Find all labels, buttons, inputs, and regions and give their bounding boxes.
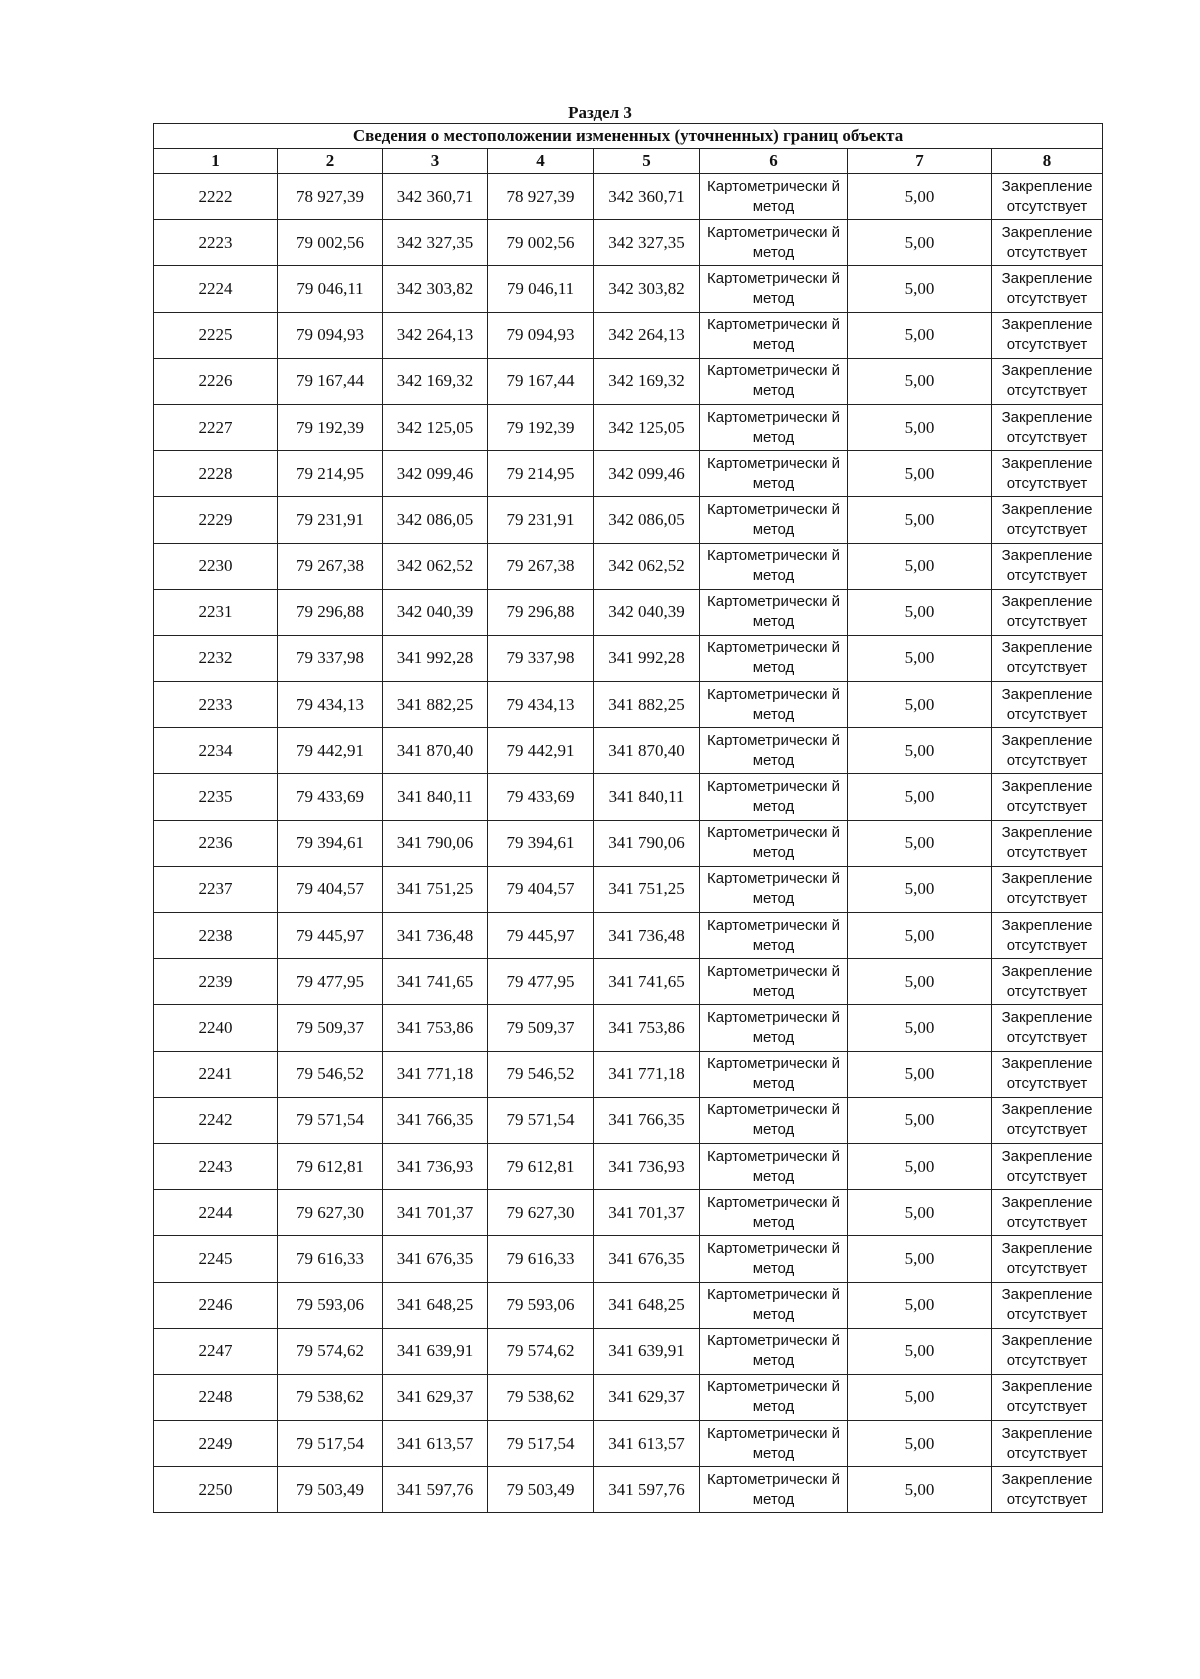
- refined-x-cell: 79 616,33: [488, 1236, 594, 1282]
- table-row: [154, 404, 1103, 450]
- refined-y-cell: 341 648,25: [594, 1282, 700, 1328]
- refined-y-cell: 342 169,32: [594, 358, 700, 404]
- table-caption: Сведения о местоположении измененных (уточненных) границ объекта: [154, 124, 1103, 149]
- table-row: [154, 1190, 1103, 1236]
- refined-y-cell: 341 741,65: [594, 959, 700, 1005]
- table-row: [154, 913, 1103, 959]
- refined-y-cell: 341 639,91: [594, 1328, 700, 1374]
- fixing-cell: Закрепление отсутствует: [992, 358, 1103, 404]
- refined-y-cell: 341 736,48: [594, 913, 700, 959]
- method-cell: Картометрически й метод: [700, 543, 848, 589]
- point-number-cell: 2236: [154, 820, 278, 866]
- refined-y-cell: 341 992,28: [594, 635, 700, 681]
- fixing-cell: Закрепление отсутствует: [992, 266, 1103, 312]
- method-cell: Картометрически й метод: [700, 1097, 848, 1143]
- refined-y-cell: 341 751,25: [594, 866, 700, 912]
- refined-x-cell: 79 593,06: [488, 1282, 594, 1328]
- existing-x-cell: 79 394,61: [278, 820, 383, 866]
- existing-y-cell: 341 639,91: [383, 1328, 488, 1374]
- fixing-cell: Закрепление отсутствует: [992, 1097, 1103, 1143]
- point-number-cell: 2230: [154, 543, 278, 589]
- existing-x-cell: 79 442,91: [278, 728, 383, 774]
- existing-y-cell: 342 360,71: [383, 174, 488, 220]
- fixing-cell: Закрепление отсутствует: [992, 451, 1103, 497]
- boundary-coordinates-table: [153, 123, 1103, 1513]
- method-cell: Картометрически й метод: [700, 1467, 848, 1513]
- existing-x-cell: 79 517,54: [278, 1421, 383, 1467]
- accuracy-cell: 5,00: [848, 404, 992, 450]
- existing-x-cell: 79 296,88: [278, 589, 383, 635]
- table-row: [154, 682, 1103, 728]
- point-number-cell: 2239: [154, 959, 278, 1005]
- accuracy-cell: 5,00: [848, 266, 992, 312]
- method-cell: Картометрически й метод: [700, 404, 848, 450]
- accuracy-cell: 5,00: [848, 1467, 992, 1513]
- existing-x-cell: 79 616,33: [278, 1236, 383, 1282]
- refined-x-cell: 79 477,95: [488, 959, 594, 1005]
- fixing-cell: Закрепление отсутствует: [992, 820, 1103, 866]
- existing-y-cell: 341 701,37: [383, 1190, 488, 1236]
- existing-y-cell: 341 751,25: [383, 866, 488, 912]
- existing-x-cell: 79 404,57: [278, 866, 383, 912]
- fixing-cell: Закрепление отсутствует: [992, 682, 1103, 728]
- fixing-cell: Закрепление отсутствует: [992, 589, 1103, 635]
- refined-x-cell: 79 612,81: [488, 1143, 594, 1189]
- point-number-cell: 2235: [154, 774, 278, 820]
- refined-x-cell: 79 627,30: [488, 1190, 594, 1236]
- accuracy-cell: 5,00: [848, 682, 992, 728]
- accuracy-cell: 5,00: [848, 1236, 992, 1282]
- point-number-cell: 2247: [154, 1328, 278, 1374]
- refined-x-cell: 79 167,44: [488, 358, 594, 404]
- existing-y-cell: 342 169,32: [383, 358, 488, 404]
- refined-y-cell: 341 790,06: [594, 820, 700, 866]
- fixing-cell: Закрепление отсутствует: [992, 1143, 1103, 1189]
- existing-y-cell: 341 736,48: [383, 913, 488, 959]
- existing-x-cell: 79 627,30: [278, 1190, 383, 1236]
- table-row: [154, 820, 1103, 866]
- method-cell: Картометрически й метод: [700, 1282, 848, 1328]
- existing-x-cell: 79 167,44: [278, 358, 383, 404]
- refined-x-cell: 79 296,88: [488, 589, 594, 635]
- table-row: [154, 1328, 1103, 1374]
- table-row: [154, 1236, 1103, 1282]
- accuracy-cell: 5,00: [848, 1190, 992, 1236]
- refined-y-cell: 341 870,40: [594, 728, 700, 774]
- table-row: [154, 1005, 1103, 1051]
- refined-x-cell: 79 442,91: [488, 728, 594, 774]
- table-row: [154, 1097, 1103, 1143]
- refined-y-cell: 342 125,05: [594, 404, 700, 450]
- method-cell: Картометрически й метод: [700, 174, 848, 220]
- existing-y-cell: 341 648,25: [383, 1282, 488, 1328]
- point-number-cell: 2245: [154, 1236, 278, 1282]
- refined-x-cell: 79 404,57: [488, 866, 594, 912]
- column-number: 1: [154, 149, 278, 174]
- refined-y-cell: 341 676,35: [594, 1236, 700, 1282]
- existing-y-cell: 342 264,13: [383, 312, 488, 358]
- column-number: 3: [383, 149, 488, 174]
- fixing-cell: Закрепление отсутствует: [992, 728, 1103, 774]
- existing-x-cell: 79 046,11: [278, 266, 383, 312]
- method-cell: Картометрически й метод: [700, 1005, 848, 1051]
- refined-y-cell: 341 629,37: [594, 1374, 700, 1420]
- existing-x-cell: 79 593,06: [278, 1282, 383, 1328]
- refined-x-cell: 78 927,39: [488, 174, 594, 220]
- point-number-cell: 2227: [154, 404, 278, 450]
- refined-x-cell: 79 231,91: [488, 497, 594, 543]
- fixing-cell: Закрепление отсутствует: [992, 866, 1103, 912]
- table-row: [154, 497, 1103, 543]
- point-number-cell: 2223: [154, 220, 278, 266]
- existing-y-cell: 341 882,25: [383, 682, 488, 728]
- fixing-cell: Закрепление отсутствует: [992, 1051, 1103, 1097]
- refined-y-cell: 341 882,25: [594, 682, 700, 728]
- refined-y-cell: 341 597,76: [594, 1467, 700, 1513]
- fixing-cell: Закрепление отсутствует: [992, 913, 1103, 959]
- fixing-cell: Закрепление отсутствует: [992, 220, 1103, 266]
- existing-x-cell: 79 231,91: [278, 497, 383, 543]
- refined-y-cell: 342 099,46: [594, 451, 700, 497]
- existing-y-cell: 342 099,46: [383, 451, 488, 497]
- refined-y-cell: 342 040,39: [594, 589, 700, 635]
- fixing-cell: Закрепление отсутствует: [992, 1421, 1103, 1467]
- point-number-cell: 2238: [154, 913, 278, 959]
- fixing-cell: Закрепление отсутствует: [992, 312, 1103, 358]
- fixing-cell: Закрепление отсутствует: [992, 543, 1103, 589]
- table-row: [154, 543, 1103, 589]
- method-cell: Картометрически й метод: [700, 728, 848, 774]
- method-cell: Картометрически й метод: [700, 1190, 848, 1236]
- refined-x-cell: 79 214,95: [488, 451, 594, 497]
- point-number-cell: 2226: [154, 358, 278, 404]
- section-title: Раздел 3: [568, 103, 632, 122]
- fixing-cell: Закрепление отсутствует: [992, 1190, 1103, 1236]
- point-number-cell: 2246: [154, 1282, 278, 1328]
- existing-x-cell: 79 612,81: [278, 1143, 383, 1189]
- accuracy-cell: 5,00: [848, 1328, 992, 1374]
- table-row: [154, 1143, 1103, 1189]
- accuracy-cell: 5,00: [848, 174, 992, 220]
- table-row: [154, 312, 1103, 358]
- point-number-cell: 2249: [154, 1421, 278, 1467]
- column-number: 7: [848, 149, 992, 174]
- fixing-cell: Закрепление отсутствует: [992, 174, 1103, 220]
- accuracy-cell: 5,00: [848, 1374, 992, 1420]
- point-number-cell: 2234: [154, 728, 278, 774]
- existing-x-cell: 79 267,38: [278, 543, 383, 589]
- accuracy-cell: 5,00: [848, 1143, 992, 1189]
- table-row: [154, 959, 1103, 1005]
- refined-x-cell: 79 267,38: [488, 543, 594, 589]
- point-number-cell: 2231: [154, 589, 278, 635]
- accuracy-cell: 5,00: [848, 866, 992, 912]
- refined-x-cell: 79 538,62: [488, 1374, 594, 1420]
- refined-x-cell: 79 192,39: [488, 404, 594, 450]
- column-number: 8: [992, 149, 1103, 174]
- existing-y-cell: 341 676,35: [383, 1236, 488, 1282]
- refined-x-cell: 79 445,97: [488, 913, 594, 959]
- existing-y-cell: 341 753,86: [383, 1005, 488, 1051]
- refined-x-cell: 79 503,49: [488, 1467, 594, 1513]
- refined-x-cell: 79 517,54: [488, 1421, 594, 1467]
- fixing-cell: Закрепление отсутствует: [992, 1282, 1103, 1328]
- point-number-cell: 2250: [154, 1467, 278, 1513]
- existing-y-cell: 341 790,06: [383, 820, 488, 866]
- existing-y-cell: 341 597,76: [383, 1467, 488, 1513]
- existing-x-cell: 79 337,98: [278, 635, 383, 681]
- table-row: [154, 266, 1103, 312]
- method-cell: Картометрически й метод: [700, 1051, 848, 1097]
- refined-y-cell: 341 701,37: [594, 1190, 700, 1236]
- method-cell: Картометрически й метод: [700, 497, 848, 543]
- existing-y-cell: 342 125,05: [383, 404, 488, 450]
- fixing-cell: Закрепление отсутствует: [992, 1005, 1103, 1051]
- refined-x-cell: 79 337,98: [488, 635, 594, 681]
- point-number-cell: 2241: [154, 1051, 278, 1097]
- refined-x-cell: 79 002,56: [488, 220, 594, 266]
- existing-x-cell: 78 927,39: [278, 174, 383, 220]
- existing-y-cell: 341 741,65: [383, 959, 488, 1005]
- existing-x-cell: 79 002,56: [278, 220, 383, 266]
- table-row: [154, 451, 1103, 497]
- existing-y-cell: 341 840,11: [383, 774, 488, 820]
- refined-y-cell: 341 613,57: [594, 1421, 700, 1467]
- point-number-cell: 2225: [154, 312, 278, 358]
- existing-y-cell: 342 086,05: [383, 497, 488, 543]
- existing-x-cell: 79 509,37: [278, 1005, 383, 1051]
- table-row: [154, 1282, 1103, 1328]
- refined-x-cell: 79 574,62: [488, 1328, 594, 1374]
- existing-y-cell: 342 303,82: [383, 266, 488, 312]
- existing-x-cell: 79 094,93: [278, 312, 383, 358]
- refined-y-cell: 342 360,71: [594, 174, 700, 220]
- point-number-cell: 2242: [154, 1097, 278, 1143]
- refined-x-cell: 79 546,52: [488, 1051, 594, 1097]
- method-cell: Картометрически й метод: [700, 635, 848, 681]
- existing-y-cell: 341 771,18: [383, 1051, 488, 1097]
- table-row: [154, 1467, 1103, 1513]
- table-row: [154, 358, 1103, 404]
- fixing-cell: Закрепление отсутствует: [992, 774, 1103, 820]
- method-cell: Картометрически й метод: [700, 312, 848, 358]
- method-cell: Картометрически й метод: [700, 774, 848, 820]
- fixing-cell: Закрепление отсутствует: [992, 404, 1103, 450]
- existing-y-cell: 341 613,57: [383, 1421, 488, 1467]
- table-row: [154, 635, 1103, 681]
- accuracy-cell: 5,00: [848, 497, 992, 543]
- refined-y-cell: 342 264,13: [594, 312, 700, 358]
- method-cell: Картометрически й метод: [700, 358, 848, 404]
- existing-y-cell: 342 062,52: [383, 543, 488, 589]
- point-number-cell: 2237: [154, 866, 278, 912]
- method-cell: Картометрически й метод: [700, 820, 848, 866]
- table-row: [154, 866, 1103, 912]
- refined-y-cell: 341 736,93: [594, 1143, 700, 1189]
- accuracy-cell: 5,00: [848, 358, 992, 404]
- accuracy-cell: 5,00: [848, 451, 992, 497]
- fixing-cell: Закрепление отсутствует: [992, 1328, 1103, 1374]
- column-number: 5: [594, 149, 700, 174]
- column-number: 2: [278, 149, 383, 174]
- fixing-cell: Закрепление отсутствует: [992, 1467, 1103, 1513]
- refined-y-cell: 341 840,11: [594, 774, 700, 820]
- table-row: [154, 774, 1103, 820]
- table-caption-row: [154, 124, 1103, 149]
- refined-x-cell: 79 394,61: [488, 820, 594, 866]
- point-number-cell: 2243: [154, 1143, 278, 1189]
- table-row: [154, 1374, 1103, 1420]
- existing-x-cell: 79 192,39: [278, 404, 383, 450]
- existing-x-cell: 79 538,62: [278, 1374, 383, 1420]
- fixing-cell: Закрепление отсутствует: [992, 1374, 1103, 1420]
- method-cell: Картометрически й метод: [700, 451, 848, 497]
- accuracy-cell: 5,00: [848, 913, 992, 959]
- existing-x-cell: 79 445,97: [278, 913, 383, 959]
- accuracy-cell: 5,00: [848, 1421, 992, 1467]
- column-number-row: [154, 149, 1103, 174]
- fixing-cell: Закрепление отсутствует: [992, 1236, 1103, 1282]
- fixing-cell: Закрепление отсутствует: [992, 497, 1103, 543]
- method-cell: Картометрически й метод: [700, 1421, 848, 1467]
- existing-y-cell: 341 736,93: [383, 1143, 488, 1189]
- point-number-cell: 2229: [154, 497, 278, 543]
- point-number-cell: 2248: [154, 1374, 278, 1420]
- accuracy-cell: 5,00: [848, 728, 992, 774]
- existing-x-cell: 79 433,69: [278, 774, 383, 820]
- existing-x-cell: 79 434,13: [278, 682, 383, 728]
- existing-x-cell: 79 571,54: [278, 1097, 383, 1143]
- existing-y-cell: 341 870,40: [383, 728, 488, 774]
- refined-x-cell: 79 434,13: [488, 682, 594, 728]
- existing-y-cell: 341 629,37: [383, 1374, 488, 1420]
- accuracy-cell: 5,00: [848, 543, 992, 589]
- accuracy-cell: 5,00: [848, 959, 992, 1005]
- accuracy-cell: 5,00: [848, 312, 992, 358]
- fixing-cell: Закрепление отсутствует: [992, 635, 1103, 681]
- existing-y-cell: 341 992,28: [383, 635, 488, 681]
- accuracy-cell: 5,00: [848, 589, 992, 635]
- refined-y-cell: 342 327,35: [594, 220, 700, 266]
- method-cell: Картометрически й метод: [700, 589, 848, 635]
- method-cell: Картометрически й метод: [700, 913, 848, 959]
- point-number-cell: 2244: [154, 1190, 278, 1236]
- fixing-cell: Закрепление отсутствует: [992, 959, 1103, 1005]
- existing-x-cell: 79 214,95: [278, 451, 383, 497]
- table-row: [154, 174, 1103, 220]
- refined-y-cell: 342 303,82: [594, 266, 700, 312]
- refined-y-cell: 341 766,35: [594, 1097, 700, 1143]
- table-body: [154, 174, 1103, 1513]
- table-row: [154, 1051, 1103, 1097]
- existing-x-cell: 79 546,52: [278, 1051, 383, 1097]
- existing-y-cell: 341 766,35: [383, 1097, 488, 1143]
- existing-x-cell: 79 477,95: [278, 959, 383, 1005]
- accuracy-cell: 5,00: [848, 220, 992, 266]
- point-number-cell: 2232: [154, 635, 278, 681]
- point-number-cell: 2233: [154, 682, 278, 728]
- accuracy-cell: 5,00: [848, 820, 992, 866]
- method-cell: Картометрически й метод: [700, 1143, 848, 1189]
- method-cell: Картометрически й метод: [700, 682, 848, 728]
- table-row: [154, 1421, 1103, 1467]
- method-cell: Картометрически й метод: [700, 220, 848, 266]
- accuracy-cell: 5,00: [848, 774, 992, 820]
- column-number: 6: [700, 149, 848, 174]
- refined-y-cell: 341 771,18: [594, 1051, 700, 1097]
- accuracy-cell: 5,00: [848, 635, 992, 681]
- existing-x-cell: 79 574,62: [278, 1328, 383, 1374]
- existing-y-cell: 342 327,35: [383, 220, 488, 266]
- method-cell: Картометрически й метод: [700, 1328, 848, 1374]
- point-number-cell: 2224: [154, 266, 278, 312]
- existing-y-cell: 342 040,39: [383, 589, 488, 635]
- table-row: [154, 589, 1103, 635]
- accuracy-cell: 5,00: [848, 1097, 992, 1143]
- method-cell: Картометрически й метод: [700, 959, 848, 1005]
- method-cell: Картометрически й метод: [700, 266, 848, 312]
- method-cell: Картометрически й метод: [700, 1374, 848, 1420]
- refined-x-cell: 79 433,69: [488, 774, 594, 820]
- accuracy-cell: 5,00: [848, 1282, 992, 1328]
- refined-x-cell: 79 509,37: [488, 1005, 594, 1051]
- refined-x-cell: 79 094,93: [488, 312, 594, 358]
- point-number-cell: 2228: [154, 451, 278, 497]
- point-number-cell: 2222: [154, 174, 278, 220]
- refined-y-cell: 341 753,86: [594, 1005, 700, 1051]
- accuracy-cell: 5,00: [848, 1051, 992, 1097]
- method-cell: Картометрически й метод: [700, 1236, 848, 1282]
- accuracy-cell: 5,00: [848, 1005, 992, 1051]
- method-cell: Картометрически й метод: [700, 866, 848, 912]
- table-row: [154, 220, 1103, 266]
- table-row: [154, 728, 1103, 774]
- refined-x-cell: 79 046,11: [488, 266, 594, 312]
- refined-x-cell: 79 571,54: [488, 1097, 594, 1143]
- refined-y-cell: 342 062,52: [594, 543, 700, 589]
- column-number: 4: [488, 149, 594, 174]
- existing-x-cell: 79 503,49: [278, 1467, 383, 1513]
- point-number-cell: 2240: [154, 1005, 278, 1051]
- refined-y-cell: 342 086,05: [594, 497, 700, 543]
